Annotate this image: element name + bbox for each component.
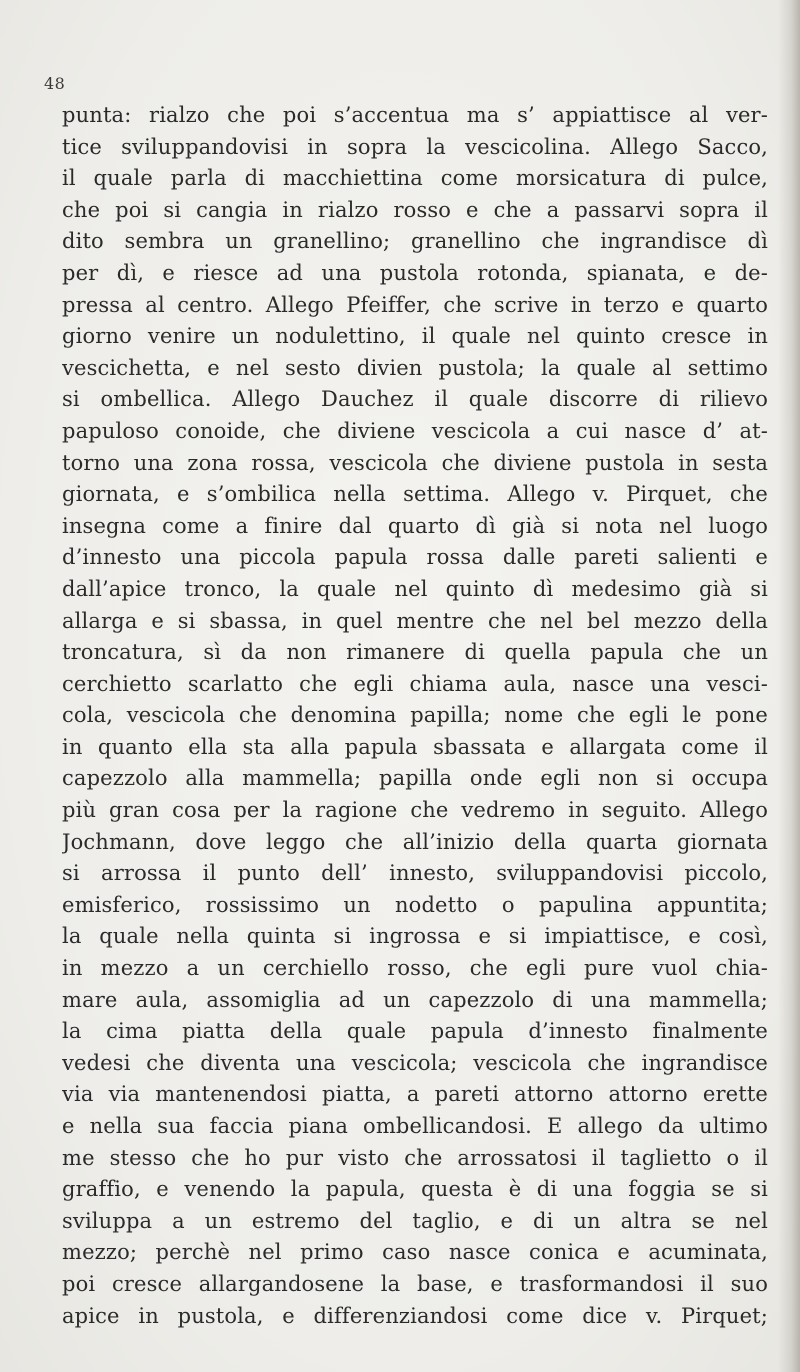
text-line: capezzolo alla mammella; papilla onde egli non si occupa [62,766,768,791]
text-line: che poi si cangia in rialzo rosso e che a passarvi sopra il [62,197,768,222]
text-line: per dì, e riesce ad una pustola rotonda, spianata, e de- [62,260,768,285]
text-line: sviluppa a un estremo del taglio, e di un altra se nel [62,1208,768,1233]
text-line: cerchietto scarlatto che egli chiama aula, nasce una vesci- [62,671,768,696]
text-line: emisferico, rossissimo un nodetto o papulina appuntita; [62,892,768,917]
text-line: tice sviluppandovisi in sopra la vescicolina. Allego Sacco, [62,134,768,159]
text-line: si ombellica. Allego Dauchez il quale discorre di rilievo [62,387,768,412]
text-line: dito sembra un granellino; granellino che ingrandisce dì [62,229,768,254]
text-line: d’innesto una piccola papula rossa dalle pareti salienti e [62,545,768,570]
text-line: in mezzo a un cerchiello rosso, che egli pure vuol chia- [62,956,768,981]
text-line: torno una zona rossa, vescicola che diviene pustola in sesta [62,450,768,475]
text-line: via via mantenendosi piatta, a pareti attorno attorno erette [62,1082,768,1107]
text-line: in quanto ella sta alla papula sbassata e allargata come il [62,734,768,759]
text-line: punta: rialzo che poi s’accentua ma s’ appiattisce al ver- [62,103,768,127]
text-line: troncatura, sì da non rimanere di quella papula che un [62,640,768,665]
text-line: Jochmann, dove leggo che all’inizio della quarta giornata [62,829,768,854]
text-line: insegna come a finire dal quarto dì già si nota nel luogo [62,513,768,538]
text-line: la quale nella quinta si ingrossa e si impiattisce, e così, [62,924,768,949]
text-line: apice in pustola, e differenziandosi come dice v. Pirquet; [62,1303,768,1328]
text-line: dall’apice tronco, la quale nel quinto dì medesimo già si [62,576,768,601]
text-line: papuloso conoide, che diviene vescicola a cui nasce d’ at- [62,418,768,443]
text-line: vedesi che diventa una vescicola; vescicola che ingrandisce [62,1050,768,1075]
text-line: pressa al centro. Allego Pfeiffer, che scrive in terzo e quarto [62,292,768,317]
text-line: giornata, e s’ombilica nella settima. Allego v. Pirquet, che [62,482,768,507]
text-line: il quale parla di macchiettina come morsicatura di pulce, [62,166,768,191]
text-line: graffio, e venendo la papula, questa è di una foggia se si [62,1177,768,1202]
text-line: allarga e si sbassa, in quel mentre che nel bel mezzo della [62,608,768,633]
text-line: più gran cosa per la ragione che vedremo in seguito. Allego [62,798,768,823]
text-line: si arrossa il punto dell’ innesto, sviluppandovisi piccolo, [62,861,768,886]
text-line: cola, vescicola che denomina papilla; nome che egli le pone [62,703,768,728]
text-line: mezzo; perchè nel primo caso nasce conica e acuminata, [62,1240,768,1265]
text-line: la cima piatta della quale papula d’innesto finalmente [62,1019,768,1044]
text-line: vescichetta, e nel sesto divien pustola; la quale al settimo [62,355,768,380]
page-edge-shadow [778,0,800,1372]
text-line: me stesso che ho pur visto che arrossatosi il taglietto o il [62,1145,768,1170]
text-line: mare aula, assomiglia ad un capezzolo di una mammella; [62,987,768,1012]
text-line: giorno venire un nodulettino, il quale nel quinto cresce in [62,324,768,349]
page-number: 48 [44,74,66,93]
text-line: e nella sua faccia piana ombellicandosi. E allego da ultimo [62,1114,768,1138]
body-text [62,100,768,1332]
text-line: poi cresce allargandosene la base, e trasformandosi il suo [62,1271,768,1296]
